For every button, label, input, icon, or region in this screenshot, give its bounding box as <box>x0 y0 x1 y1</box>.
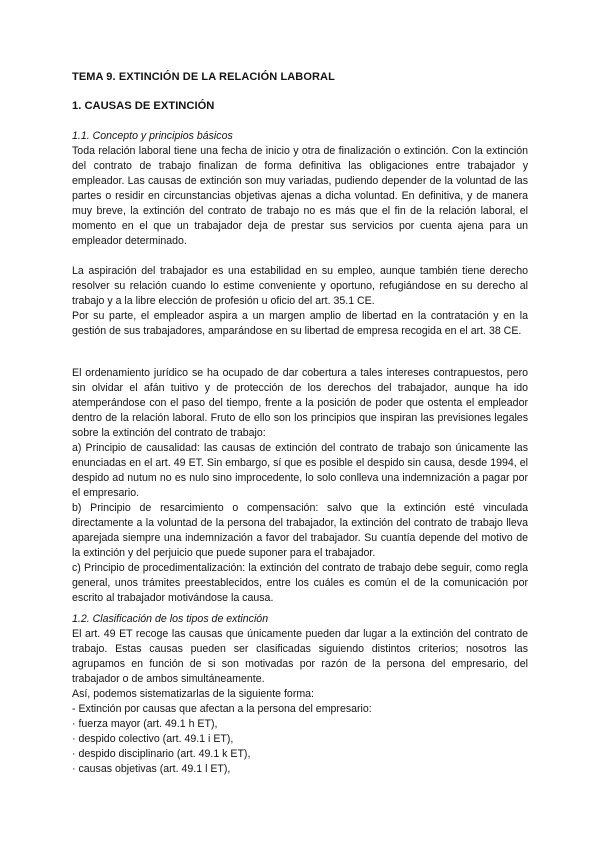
list-item: · causas objetivas (art. 49.1 l ET), <box>72 763 231 775</box>
paragraph: b) Principio de resarcimiento o compensación: salvo que la extinción esté vinculada directamente a la voluntad de la persona del trabajador, la extinción del contrato de trabajo lleva aparejada siempre una indemnización a favor del trabajador. Su cuantía depende del motivo de la extinción y del perjuicio que puede suponer para el trabajador. <box>72 502 528 559</box>
paragraph: c) Principio de procedimentalización: la extinción del contrato de trabajo debe seguir, como regla general, unos trámites preestablecidos, entre los cuáles es común el de la comunicación por escrito al trabajador motivándose la causa. <box>72 562 528 604</box>
paragraph: Así, podemos sistematizarlas de la siguiente forma: <box>72 688 315 700</box>
list-item: · despido disciplinario (art. 49.1 k ET), <box>72 748 251 760</box>
section-heading: 1. CAUSAS DE EXTINCIÓN <box>72 100 215 112</box>
paragraph: La aspiración del trabajador es una estabilidad en su empleo, aunque también tiene derecho resolver su relación cuando lo estime conveniente y oportuno, refugiándose en su derecho al trabajo y a la libre elección de profesión u oficio del art. 35.1 CE. <box>72 265 528 307</box>
document-title: TEMA 9. EXTINCIÓN DE LA RELACIÓN LABORAL <box>72 71 335 83</box>
paragraph: El art. 49 ET recoge las causas que únicamente pueden dar lugar a la extinción del contrato de trabajo. Estas causas pueden ser clasificadas siguiendo distintos criterios; nosotros las agrupamos en función de si son motivadas por razón de la persona del empresario, del trabajador o de ambos simultáneamente. <box>72 628 528 685</box>
extinction-causes-list <box>72 717 528 777</box>
subsection-heading-clasificacion: 1.2. Clasificación de los tipos de extinción <box>72 613 269 625</box>
paragraph-group-clasificacion <box>72 627 528 777</box>
paragraph: a) Principio de causalidad: las causas de extinción del contrato de trabajo son únicamente las enunciadas en el art. 49 ET. Sin embargo, sí que es posible el despido sin causa, desde 1994, el despido ad nutum no es nulo sino improcedente, lo solo conlleva una indemnización a pagar por el empresario. <box>72 442 528 499</box>
paragraph-group-aspiracion <box>72 264 528 339</box>
paragraph: Por su parte, el empleador aspira a un margen amplio de libertad en la contratación y en la gestión de sus trabajadores, amparándose en su libertad de empresa recogida en el art. 38 CE. <box>72 310 528 337</box>
list-item: · despido colectivo (art. 49.1 i ET), <box>72 733 234 745</box>
list-item: · fuerza mayor (art. 49.1 h ET), <box>72 718 218 730</box>
paragraph: Toda relación laboral tiene una fecha de inicio y otra de finalización o extinción. Con la extinción del contrato de trabajo finalizan de forma definitiva las obligaciones entre trabajador y empleador. Las causas de extinción son muy variadas, pudiendo depender de la voluntad de las partes o residir en circunstancias objetivas ajenas a dicha voluntad. En definitiva, y de manera muy breve, la extinción del contrato de trabajo no es más que el fin de la relación laboral, el momento en el que un trabajador deja de prestar sus servicios por cuenta ajena para un empleador determinado. <box>72 145 528 247</box>
paragraph: - Extinción por causas que afectan a la persona del empresario: <box>72 703 372 715</box>
subsection-heading-concepto: 1.1. Concepto y principios básicos <box>72 130 233 142</box>
paragraph-group-concepto <box>72 144 528 249</box>
paragraph-group-principios <box>72 366 528 606</box>
paragraph: El ordenamiento jurídico se ha ocupado de dar cobertura a tales intereses contrapuestos, pero sin olvidar el afán tuitivo y de protección de los derechos del trabajador, aunque ha ido atemperándose con el paso del tiempo, frente a la posición de poder que ostenta el empleador dentro de la relación laboral. Fruto de ello son los principios que inspiran las previsiones legales sobre la extinción del contrato de trabajo: <box>72 367 528 439</box>
